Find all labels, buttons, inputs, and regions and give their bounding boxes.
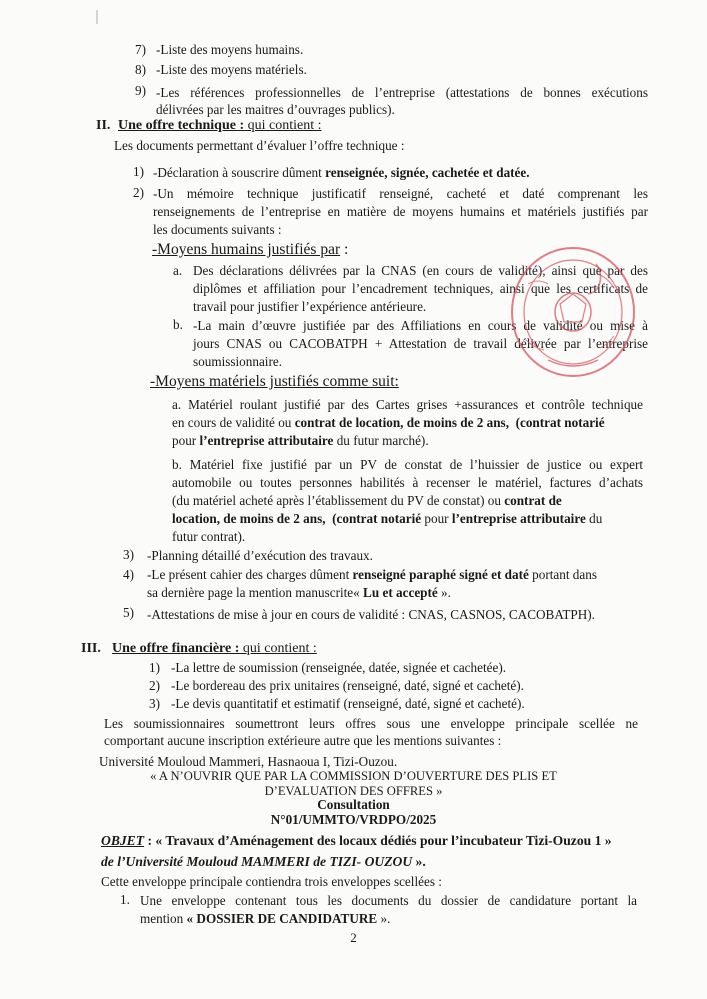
item-text: du [585,511,603,526]
list-item-continuation: délivrées par les maitres d’ouvrages publics). [156,102,395,117]
sub-item: Des déclarations délivrées par la CNAS (en cours de validité), ainsi que par des [193,263,648,278]
list-item: -Un mémoire technique justificatif renseigné, cacheté et daté comprenant les [153,186,648,201]
item-text: sa dernière page la mention manuscrite« [147,585,364,600]
item-emphasis: contrat de [504,493,562,508]
list-item: -Liste des moyens matériels. [156,62,307,77]
list-item-number: 2) [149,678,160,693]
subsection-title: -Moyens humains justifiés par [152,241,341,258]
item-text: ». [441,585,451,600]
section-number: III. [81,641,101,656]
item-emphasis: (contrat notarié [515,415,605,430]
list-item-number: 1. [120,892,130,907]
objet-line [101,832,612,849]
item-emphasis: (contrat notarié [332,511,422,526]
official-stamp [508,244,638,380]
list-item-number: 2) [133,185,144,200]
sub-item: b. Matériel fixe justifié par un PV de constat de l’huissier de justice ou expert [172,457,643,472]
consultation-title: Consultation [317,797,390,812]
item-emphasis: location, de moins de 2 ans, [172,511,326,526]
list-item-number: 4) [123,567,134,582]
list-item-number: 3) [123,547,134,562]
list-item-number: 1) [149,660,160,675]
section-heading [118,117,322,134]
item-emphasis: l’entreprise attributaire [451,511,586,526]
sub-item: a. Matériel roulant justifié par des Cartes grises +assurances et contrôle technique [172,397,643,412]
list-item [153,164,530,181]
item-text: portant dans [528,567,597,582]
list-item-continuation [147,584,451,601]
list-item: -Le devis quantitatif et estimatif (renseigné, daté, signé et cacheté). [171,696,525,711]
item-emphasis: renseigné paraphé signé et daté [352,567,529,582]
intro-text: Les documents permettant d’évaluer l’offre technique : [114,138,405,153]
section-heading [112,640,317,657]
list-item-number: 1) [133,164,144,179]
objet-text-end: ». [412,854,426,869]
list-item: Une enveloppe contenant tous les documents du dossier de candidature portant la [140,893,637,908]
objet-label: OBJET [101,833,145,848]
subsection-heading [152,240,348,259]
sub-item-continuation [172,492,562,509]
item-text: pour [421,511,452,526]
consultation-number: N°01/UMMTO/VRDPO/2025 [270,812,437,827]
sub-item: -La main d’œuvre justifiée par des Affiliations en cours de validité ou mise à [193,318,648,333]
list-item-number: 9) [135,83,146,98]
list-item: -Les références professionnelles de l’entreprise (attestations de bonnes exécutions [156,85,648,100]
list-item-continuation: renseignements de l’entreprise en matière de moyens humains et matériels justifiés par [153,204,648,219]
list-item-continuation [140,910,390,927]
list-item: -Planning détaillé d’exécution des travaux. [147,548,373,563]
item-text: pour [172,433,200,448]
section-title: Une offre financière : [112,641,240,656]
sub-item-continuation [172,432,429,449]
sub-item-continuation: travail pour justifier l’expérience antérieure. [193,299,427,314]
paragraph-continuation: comportant aucune inscription extérieure autre que les mentions suivantes : [104,733,502,748]
paragraph: Les soumissionnaires soumettront leurs offres sous une enveloppe principale scellée ne [104,716,638,731]
list-item: -Le bordereau des prix unitaires (renseigné, daté, signé et cacheté). [171,678,524,693]
section-title-suffix: qui contient : [239,641,317,656]
section-title-suffix: qui contient : [244,118,322,133]
list-item: -La lettre de soumission (renseignée, datée, signée et cachetée). [171,660,507,675]
sub-item-continuation: automobile ou toutes personnes habilités à recenser le matériel, factures d’achats [172,475,643,490]
sub-item-continuation: futur contrat). [172,529,246,544]
item-text: ». [380,911,391,926]
page-number: 2 [350,930,357,945]
list-item-number: 8) [135,62,146,77]
list-item: -Liste des moyens humains. [156,42,304,57]
objet-text: : « Travaux d’Aménagement des locaux dédiés pour l’incubateur Tizi-Ouzou 1 » [144,833,612,848]
subsection-title: -Moyens matériels justifiés comme suit: [150,373,399,390]
subsection-colon: : [340,241,349,258]
list-item-number: 3) [149,696,160,711]
sub-item-continuation [172,414,605,431]
notice-line: « A N’OUVRIR QUE PAR LA COMMISSION D’OUVERTURE DES PLIS ET [150,769,557,783]
section-title: Une offre technique : [118,118,245,133]
item-text: du futur marché). [333,433,429,448]
envelope-intro: Cette enveloppe principale contiendra trois enveloppes scellées : [101,874,442,889]
address: Université Mouloud Mammeri, Hasnaoua I, Tizi-Ouzou. [99,754,398,769]
list-item-continuation: les documents suivants : [153,222,282,237]
sub-item-label: a. [173,263,183,278]
list-item-number: 5) [123,605,134,620]
item-emphasis: renseignée, signée, cachetée et datée. [325,165,530,180]
section-number: II. [96,118,111,133]
item-text: mention [140,911,187,926]
item-emphasis: l’entreprise attributaire [199,433,334,448]
item-emphasis: contrat de location, de moins de 2 ans, [294,415,509,430]
objet-text: de l’Université Mouloud MAMMERI de TIZI- OUZOU [101,854,413,869]
list-item-number: 7) [135,42,146,57]
list-item: -Attestations de mise à jour en cours de validité : CNAS, CASNOS, CACOBATPH). [147,607,595,622]
sub-item-continuation: soumissionnaire. [193,354,283,369]
objet-line [101,853,426,870]
item-text: -Le présent cahier des charges dûment [147,567,353,582]
item-text: en cours de validité ou [172,415,295,430]
item-emphasis: Lu et accepté [363,585,442,600]
scan-mark [96,10,98,24]
list-item [147,566,597,583]
sub-item-continuation [172,510,602,527]
sub-item-continuation: jours CNAS ou CACOBATPH + Attestation de travail délivrée par l’entreprise [193,336,648,351]
sub-item-continuation: diplômes et affiliation pour l’encadrement techniques, ainsi que les certificats de [193,281,648,296]
sub-item-label: b. [173,317,183,332]
item-text: -Déclaration à souscrire dûment [153,165,326,180]
notice-line: D’EVALUATION DES OFFRES » [264,784,443,798]
item-emphasis: « DOSSIER DE CANDIDATURE [186,911,381,926]
item-text: (du matériel acheté après l’établissement du PV de constat) ou [172,493,505,508]
